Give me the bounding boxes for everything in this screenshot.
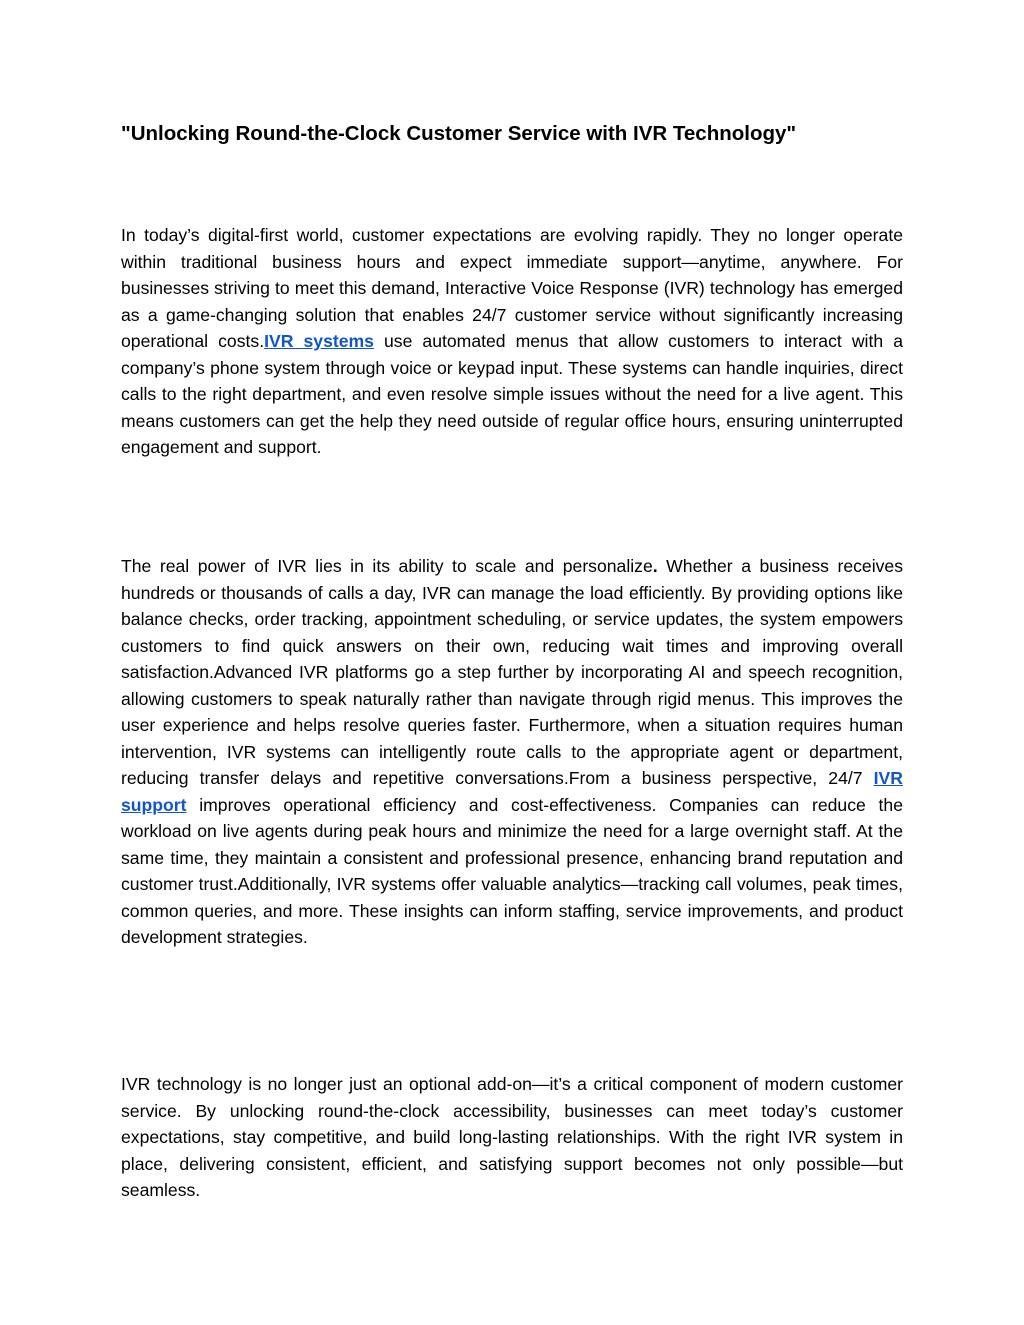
ivr-systems-link[interactable]: IVR systems [264, 331, 374, 351]
paragraph-intro-text-b: use automated menus that allow customers to interact with a company’s phone system through voice or keypad input. These systems can handle inquiries, direct calls to the right department, and even resolve simple issues without the need for a live agent. This means customers can get the help they need outside of regular office hours, ensuring uninterrupted engagement and support. [121, 331, 903, 457]
paragraph-body-text-b: Whether a business receives hundreds or thousands of calls a day, IVR can manage the load efficiently. By providing options like balance checks, order tracking, appointment scheduling, or service updates, the system empowers customers to find quick answers on their own, reducing wait times and improving overall satisfaction.Advanced IVR platforms go a step further by incorporating AI and speech recognition, allowing customers to speak naturally rather than navigate through rigid menus. This improves the user experience and helps resolve queries faster. Furthermore, when a situation requires human intervention, IVR systems can intelligently route calls to the appropriate agent or department, reducing transfer delays and repetitive conversations.From a business perspective, 24/7 [121, 556, 904, 788]
paragraph-intro [121, 222, 903, 461]
paragraph-conclusion: IVR technology is no longer just an optional add-on—it’s a critical component of modern customer service. By unlocking round-the-clock accessibility, businesses can meet today’s customer expectations, stay competitive, and build long-lasting relationships. With the right IVR system in place, delivering consistent, efficient, and satisfying support becomes not only possible—but seamless. [121, 1074, 903, 1200]
paragraph-body-bold-period: . [652, 556, 658, 576]
paragraph-body-text-c: improves operational efficiency and cost-effectiveness. Companies can reduce the workload on live agents during peak hours and minimize the need for a large overnight staff. At the same time, they maintain a consistent and professional presence, enhancing brand reputation and customer trust.Additionally, IVR systems offer valuable analytics—tracking call volumes, peak times, common queries, and more. These insights can inform staffing, service improvements, and product development strategies. [121, 794, 903, 947]
document-title: "Unlocking Round-the-Clock Customer Service with IVR Technology" [121, 122, 797, 145]
paragraph-intro-text-a: In today’s digital-first world, customer expectations are evolving rapidly. They no longer operate within traditional business hours and expect immediate support—anytime, anywhere. For businesses striving to meet this demand, Interactive Voice Response (IVR) technology has emerged as a game-changing solution that enables 24/7 customer service without significantly increasing operational costs. [121, 225, 903, 351]
ivr-support-link[interactable]: IVR support [121, 768, 903, 815]
paragraph-body-text-a: The real power of IVR lies in its ability to scale and personalize [121, 556, 653, 576]
paragraph-body [121, 553, 903, 951]
